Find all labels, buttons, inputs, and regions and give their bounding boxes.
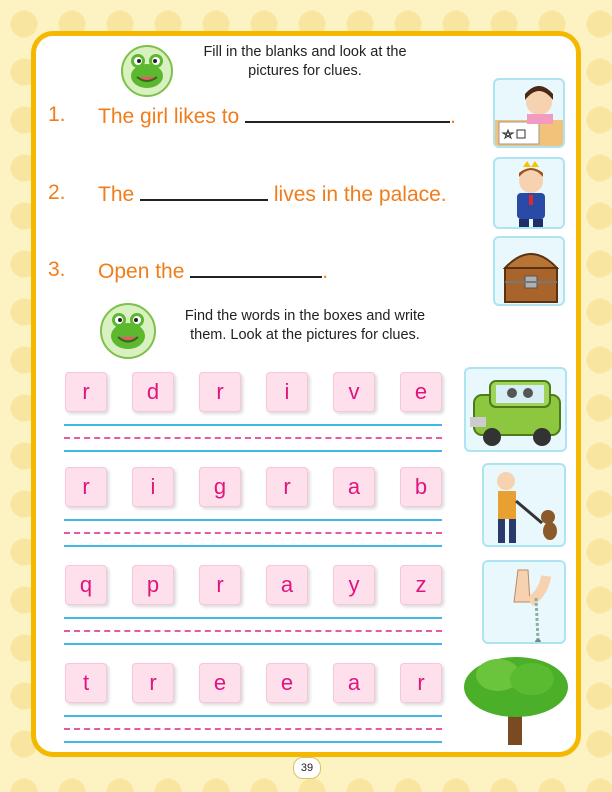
question-text: The bbox=[98, 183, 135, 206]
letter-tile[interactable]: i bbox=[132, 467, 174, 507]
writing-line-top[interactable] bbox=[64, 424, 442, 426]
question-text-end: . bbox=[322, 260, 329, 283]
letter-tile[interactable]: a bbox=[333, 663, 375, 703]
instruction-1-line1: Fill in the blanks and look at the bbox=[203, 44, 407, 60]
writing-line-base bbox=[64, 741, 442, 743]
letter-tile[interactable]: z bbox=[400, 565, 442, 605]
letter-tile[interactable]: r bbox=[199, 565, 241, 605]
question-number: 1. bbox=[48, 103, 66, 126]
answer-blank[interactable] bbox=[140, 181, 268, 201]
page-number: 39 bbox=[293, 757, 321, 779]
question-text: Open the bbox=[98, 260, 185, 283]
letter-tile[interactable]: r bbox=[65, 372, 107, 412]
letter-tile[interactable]: r bbox=[266, 467, 308, 507]
pray-beads-picture bbox=[482, 560, 566, 644]
letter-tile[interactable]: e bbox=[199, 663, 241, 703]
writing-line-mid bbox=[64, 437, 442, 439]
writing-line-base bbox=[64, 643, 442, 645]
question-number: 2. bbox=[48, 181, 66, 204]
writing-line-top[interactable] bbox=[64, 715, 442, 717]
tree-picture bbox=[462, 653, 570, 745]
answer-blank[interactable] bbox=[245, 103, 450, 123]
letter-tile[interactable]: t bbox=[65, 663, 107, 703]
frog-mascot-icon bbox=[119, 45, 175, 97]
frog-mascot-icon-2 bbox=[100, 302, 156, 360]
instruction-2-line1: Find the words in the boxes and write bbox=[184, 308, 426, 324]
letter-tile[interactable]: d bbox=[132, 372, 174, 412]
letter-tile[interactable]: g bbox=[199, 467, 241, 507]
question-text-end: lives in the palace. bbox=[273, 183, 447, 206]
letter-tile[interactable]: e bbox=[400, 372, 442, 412]
question-text-end: . bbox=[450, 105, 456, 128]
writing-line-top[interactable] bbox=[64, 519, 442, 521]
letter-tile[interactable]: r bbox=[199, 372, 241, 412]
letter-tile[interactable]: p bbox=[132, 565, 174, 605]
treasure-chest-picture bbox=[493, 236, 565, 306]
driving-car-picture bbox=[464, 367, 567, 452]
letter-tile[interactable]: a bbox=[333, 467, 375, 507]
letter-tile[interactable]: e bbox=[266, 663, 308, 703]
instruction-1-line2: pictures for clues. bbox=[248, 63, 362, 79]
letter-tile[interactable]: i bbox=[266, 372, 308, 412]
instruction-1 bbox=[170, 43, 440, 81]
letter-tile[interactable]: a bbox=[266, 565, 308, 605]
letter-tile[interactable]: q bbox=[65, 565, 107, 605]
question-text: The girl likes to bbox=[98, 105, 240, 128]
instruction-2 bbox=[160, 307, 450, 345]
letter-tile[interactable]: y bbox=[333, 565, 375, 605]
letter-tile[interactable]: v bbox=[333, 372, 375, 412]
letter-tile[interactable]: b bbox=[400, 467, 442, 507]
writing-line-base bbox=[64, 450, 442, 452]
instruction-2-line2: them. Look at the pictures for clues. bbox=[190, 327, 420, 343]
writing-line-top[interactable] bbox=[64, 617, 442, 619]
girl-drawing-picture bbox=[493, 78, 565, 148]
writing-line-base bbox=[64, 545, 442, 547]
writing-line-mid bbox=[64, 728, 442, 730]
prince-picture bbox=[493, 157, 565, 229]
letter-tile[interactable]: r bbox=[400, 663, 442, 703]
answer-blank[interactable] bbox=[190, 258, 322, 278]
writing-line-mid bbox=[64, 532, 442, 534]
writing-line-mid bbox=[64, 630, 442, 632]
grab-picture bbox=[482, 463, 566, 547]
question-number: 3. bbox=[48, 258, 66, 281]
letter-tile[interactable]: r bbox=[132, 663, 174, 703]
letter-tile[interactable]: r bbox=[65, 467, 107, 507]
